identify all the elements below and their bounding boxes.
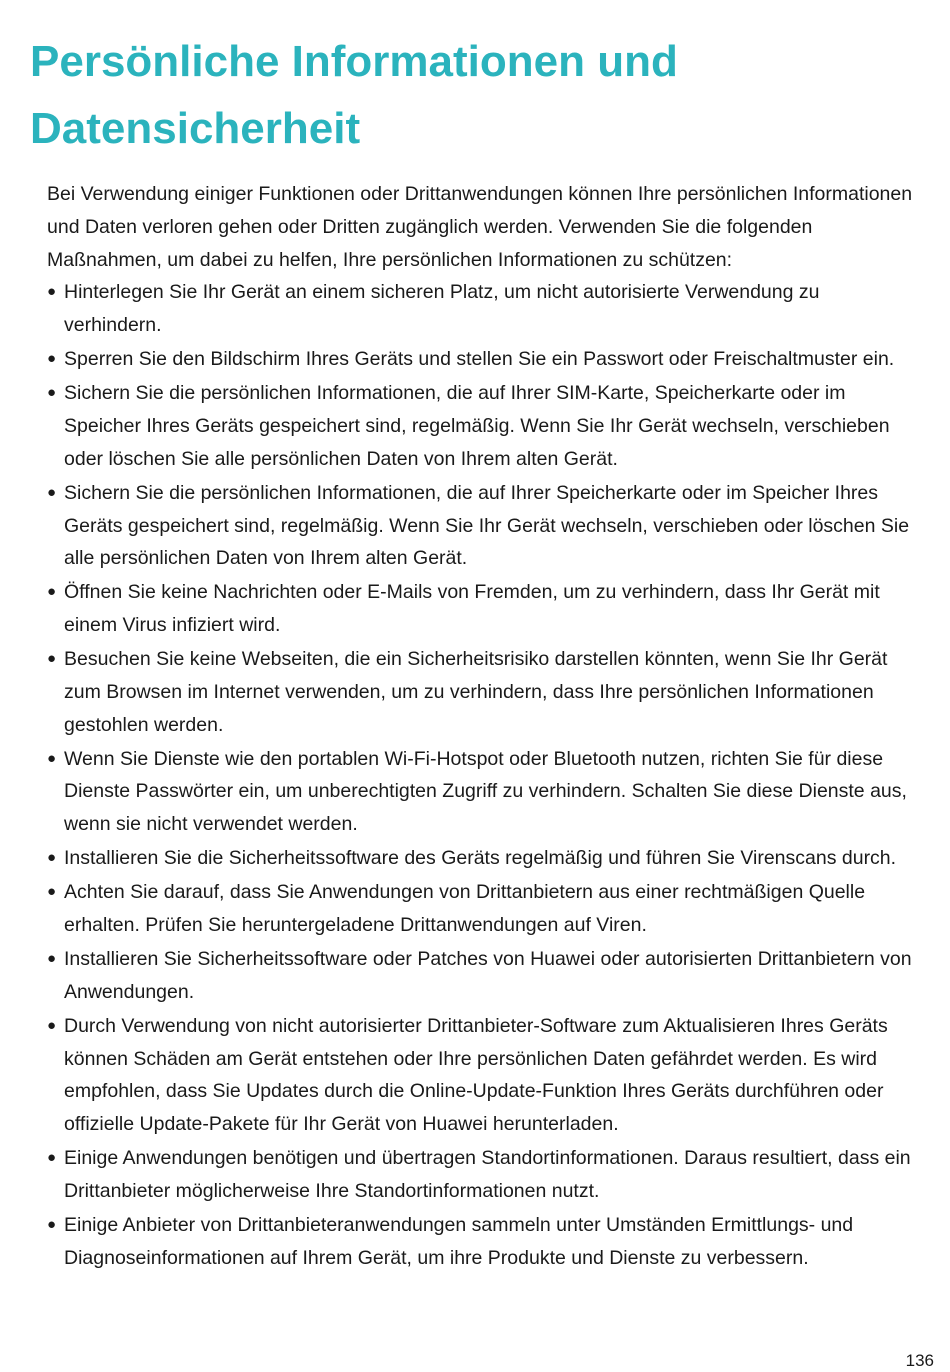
list-item-text: Einige Anwendungen benötigen und übertragen Standortinformationen. Daraus resultiert, dass ein Drittanbieter möglicherweise Ihre Standortinformationen nutzt. bbox=[64, 1147, 911, 1202]
list-item bbox=[47, 576, 919, 642]
list-item-text: Öffnen Sie keine Nachrichten oder E-Mails von Fremden, um zu verhindern, dass Ihr Gerät mit einem Virus infiziert wird. bbox=[64, 581, 880, 637]
bullet-icon: ● bbox=[47, 883, 57, 901]
bullet-icon: ● bbox=[47, 583, 57, 601]
list-item bbox=[47, 343, 919, 376]
list-item bbox=[47, 1010, 919, 1141]
bullet-icon: ● bbox=[47, 1149, 57, 1167]
list-item-text: Hinterlegen Sie Ihr Gerät an einem sicheren Platz, um nicht autorisierte Verwendung zu verhindern. bbox=[64, 281, 820, 337]
list-item-text: Achten Sie darauf, dass Sie Anwendungen von Drittanbietern aus einer rechtmäßigen Quelle erhalten. Prüfen Sie heruntergeladene Drittanwendungen auf Viren. bbox=[64, 881, 866, 937]
list-item-text: Sichern Sie die persönlichen Informationen, die auf Ihrer Speicherkarte oder im Speicher Ihres Geräts gespeichert sind, regelmäßig. Wenn Sie Ihr Gerät wechseln, verschieben oder löschen Sie alle persönlichen Daten von Ihrem alten Gerät. bbox=[64, 481, 910, 570]
bullet-icon: ● bbox=[47, 384, 57, 402]
bullet-icon: ● bbox=[47, 749, 57, 767]
list-item-text: Installieren Sie die Sicherheitssoftware des Geräts regelmäßig und führen Sie Virenscans durch. bbox=[64, 847, 897, 870]
list-item bbox=[47, 943, 919, 1009]
intro-paragraph: Bei Verwendung einiger Funktionen oder Drittanwendungen können Ihre persönlichen Informationen und Daten verloren gehen oder Dritten zugänglich werden. Verwenden Sie die folgenden Maßnahmen, um dabei zu helfen, Ihre persönlichen Informationen zu schützen: bbox=[47, 183, 913, 271]
list-item bbox=[47, 743, 919, 841]
list-item-text: Wenn Sie Dienste wie den portablen Wi-Fi-Hotspot oder Bluetooth nutzen, richten Sie für diese Dienste Passwörter ein, um unberechtigten Zugriff zu verhindern. Schalten Sie diese Dienste aus, wenn sie nicht verwendet werden. bbox=[64, 747, 907, 836]
list-item bbox=[47, 377, 919, 475]
list-item-text: Durch Verwendung von nicht autorisierter Drittanbieter-Software zum Aktualisieren Ihres Geräts können Schäden am Gerät entstehen oder Ihre persönlichen Daten gefährdet werden. Es wird empfohlen, dass Sie Updates durch die Online-Update-Funktion Ihres Geräts durchführen oder offizielle Update-Pakete für Ihr Gerät von Huawei herunterladen. bbox=[64, 1014, 888, 1136]
list-item bbox=[47, 477, 919, 575]
list-item bbox=[47, 643, 919, 741]
list-item bbox=[47, 876, 919, 942]
bullet-icon: ● bbox=[47, 650, 57, 668]
list-item-text: Besuchen Sie keine Webseiten, die ein Sicherheitsrisiko darstellen könnten, wenn Sie Ihr Gerät zum Browsen im Internet verwenden, um zu verhindern, dass Ihre persönlichen Informationen gestohlen werden. bbox=[64, 648, 888, 736]
body-content bbox=[47, 178, 919, 1276]
list-item-text: Einige Anbieter von Drittanbieteranwendungen sammeln unter Umständen Ermittlungs- und Diagnoseinformationen auf Ihrem Gerät, um ihre Produkte und Dienste zu verbessern. bbox=[64, 1213, 854, 1269]
bullet-list bbox=[47, 276, 919, 1274]
bullet-icon: ● bbox=[47, 950, 57, 968]
list-item-text: Sperren Sie den Bildschirm Ihres Geräts und stellen Sie ein Passwort oder Freischaltmuster ein. bbox=[64, 348, 895, 371]
list-item-text: Installieren Sie Sicherheitssoftware oder Patches von Huawei oder autorisierten Drittanbietern von Anwendungen. bbox=[64, 948, 912, 1003]
bullet-icon: ● bbox=[47, 1215, 57, 1233]
list-item bbox=[47, 276, 919, 342]
page-title: Persönliche Informationen und Datensicherheit bbox=[30, 37, 678, 153]
bullet-icon: ● bbox=[47, 283, 57, 301]
list-item bbox=[47, 1142, 919, 1208]
bullet-icon: ● bbox=[47, 849, 57, 867]
bullet-icon: ● bbox=[47, 1016, 57, 1034]
bullet-icon: ● bbox=[47, 483, 57, 501]
list-item bbox=[47, 1209, 919, 1275]
page-number: 136 bbox=[905, 1351, 934, 1370]
bullet-icon: ● bbox=[47, 350, 57, 368]
list-item bbox=[47, 842, 919, 875]
list-item-text: Sichern Sie die persönlichen Informationen, die auf Ihrer SIM-Karte, Speicherkarte oder im Speicher Ihres Geräts gespeichert sind, regelmäßig. Wenn Sie Ihr Gerät wechseln, verschieben oder löschen Sie alle persönlichen Daten von Ihrem alten Gerät. bbox=[64, 382, 890, 470]
